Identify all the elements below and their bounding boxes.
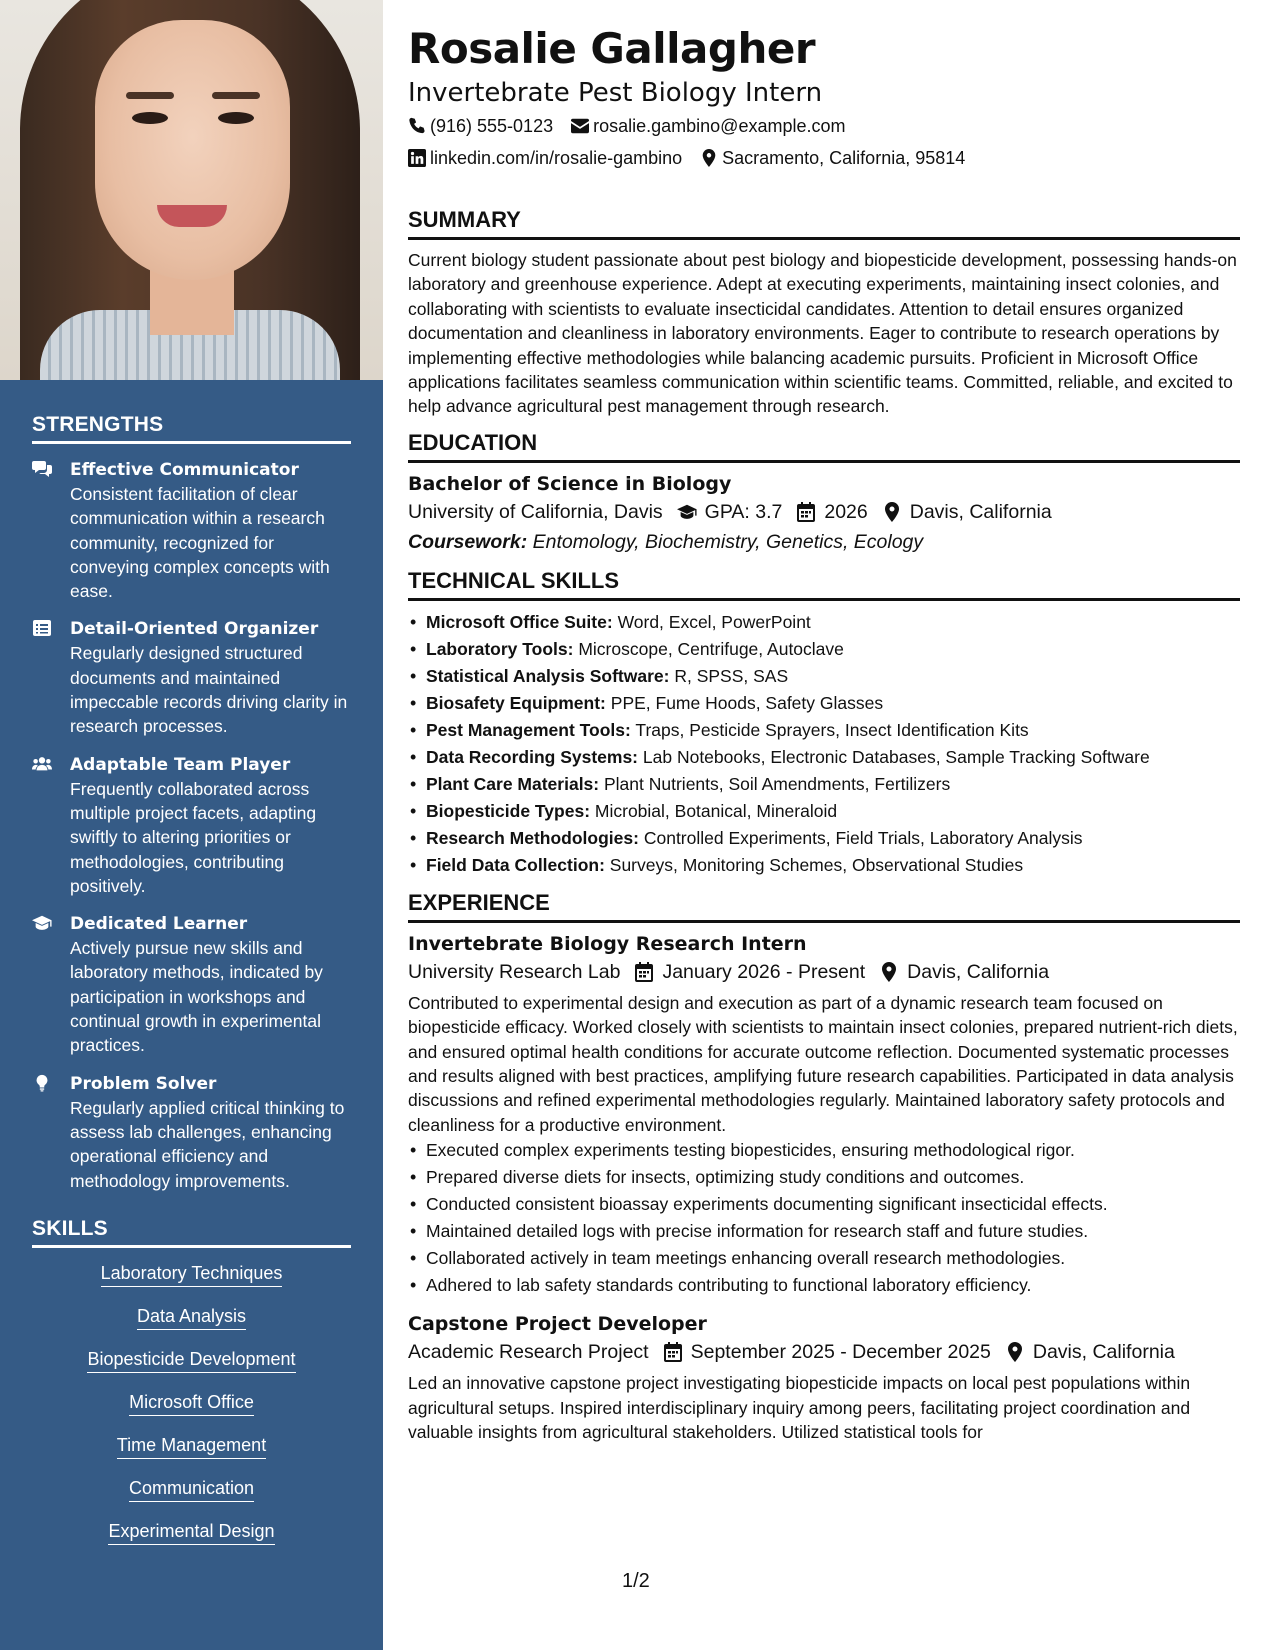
- technical-skill-item: • Field Data Collection: Surveys, Monitoring Schemes, Observational Studies: [408, 852, 1240, 879]
- calendar-icon: [634, 962, 654, 982]
- page-number: 1/2: [622, 1570, 650, 1592]
- strength-item: [32, 1072, 351, 1193]
- job-meta: [408, 957, 1240, 987]
- strength-title: Detail-Oriented Organizer: [70, 619, 319, 640]
- job-dates: January 2026 - Present: [662, 960, 866, 983]
- candidate-title: Invertebrate Pest Biology Intern: [408, 78, 823, 108]
- strength-description: Regularly designed structured documents and maintained impeccable records driving clarity in research processes.: [70, 643, 348, 737]
- strength-item: [32, 753, 351, 898]
- skill-item: Time Management: [32, 1434, 351, 1459]
- job-bullet: • Executed complex experiments testing biopesticides, ensuring methodological rigor.: [408, 1137, 1240, 1164]
- technical-skill-item: • Biosafety Equipment: PPE, Fume Hoods, Safety Glasses: [408, 690, 1240, 717]
- job-bullets: [408, 1137, 1240, 1299]
- map-marker-icon: [879, 962, 899, 982]
- strength-description: Regularly applied critical thinking to assess lab challenges, enhancing operational efficiency and methodology improvements.: [70, 1097, 345, 1191]
- strength-description: Actively pursue new skills and laboratory methods, indicated by participation in workshops and continual growth in experimental practices.: [70, 938, 323, 1056]
- job-title: Capstone Project Developer: [408, 1313, 707, 1336]
- phone-contact[interactable]: [408, 110, 553, 142]
- map-marker-icon: [700, 149, 718, 167]
- contact-row: [408, 110, 1240, 142]
- skill-item: Experimental Design: [32, 1520, 351, 1545]
- skill-list: [32, 1262, 351, 1545]
- strength-title: Problem Solver: [70, 1073, 217, 1094]
- strength-description: Frequently collaborated across multiple project facets, adapting swiftly to altering priorities or methodologies, contributing positively.: [70, 778, 317, 896]
- linkedin-icon: [408, 149, 426, 167]
- contact-row-2: [408, 142, 1240, 174]
- profile-photo: [0, 0, 383, 380]
- calendar-icon: [663, 1342, 683, 1362]
- strength-title: Effective Communicator: [70, 460, 299, 480]
- summary-text: Current biology student passionate about pest biology and biopesticide development, possessing hands-on laboratory and greenhouse experience. Adept at executing experiments, maintaining insect colonies, and collaborating with scientists to evaluate insecticidal candidates. Attention to detail ensures organized documentation and cleanliness in laboratory environments. Eager to contribute to research operations by implementing effective methodologies while balancing academic pursuits. Proficient in Microsoft Office applications facilitates seamless communication within scientific teams. Committed, reliable, and excited to help advance agricultural pest management through research.: [408, 250, 1237, 417]
- graduation-cap-icon: [677, 502, 697, 522]
- technical-skills-heading: TECHNICAL SKILLS: [408, 567, 1240, 601]
- list-icon: [32, 617, 70, 738]
- job-dates: September 2025 - December 2025: [690, 1341, 991, 1364]
- education-meta: [408, 497, 1240, 527]
- skill-item: Biopesticide Development: [32, 1348, 351, 1373]
- education-heading: EDUCATION: [408, 429, 1240, 463]
- experience-heading: EXPERIENCE: [408, 889, 1240, 923]
- skills-section: [0, 1217, 383, 1545]
- email-contact[interactable]: [571, 110, 845, 142]
- technical-skill-item: • Microsoft Office Suite: Word, Excel, PowerPoint: [408, 609, 1240, 636]
- coursework-label: Coursework:: [408, 530, 528, 553]
- technical-skill-item: • Research Methodologies: Controlled Experiments, Field Trials, Laboratory Analysis: [408, 825, 1240, 852]
- job-entry: [408, 1311, 1240, 1444]
- lightbulb-icon: [32, 1072, 70, 1193]
- users-icon: [32, 753, 70, 898]
- linkedin-contact[interactable]: [408, 142, 682, 174]
- technical-skills-list: [408, 609, 1240, 879]
- school-name: University of California, Davis: [408, 500, 663, 523]
- job-organization: University Research Lab: [408, 960, 621, 983]
- map-marker-icon: [1005, 1342, 1025, 1362]
- job-entry: [408, 931, 1240, 1299]
- graduation-year: 2026: [824, 500, 868, 523]
- job-description: Contributed to experimental design and execution as part of a dynamic research team focused on biopesticide efficacy. Worked closely with scientists to maintain insect colonies, prepared nutrient-rich diets, and ensured optimal health conditions for accurate outcome reflection. Documented systematic processes and results aligned with best practices, amplifying future research capabilities. Participated in data analysis discussions and refined experimental methodologies regularly. Maintained laboratory safety protocols and cleanliness for a productive environment.: [408, 992, 1238, 1135]
- comments-icon: [32, 458, 70, 603]
- graduation-cap-icon: [32, 912, 70, 1057]
- skill-item: Data Analysis: [32, 1305, 351, 1330]
- technical-skill-item: • Laboratory Tools: Microscope, Centrifuge, Autoclave: [408, 636, 1240, 663]
- main-content: [408, 0, 1240, 1445]
- experience-section: [408, 889, 1240, 1445]
- skill-item: Laboratory Techniques: [32, 1262, 351, 1287]
- phone-icon: [408, 117, 426, 135]
- technical-skill-item: • Data Recording Systems: Lab Notebooks, Electronic Databases, Sample Tracking Software: [408, 744, 1240, 771]
- technical-skill-item: • Statistical Analysis Software: R, SPSS, SAS: [408, 663, 1240, 690]
- job-bullet: • Conducted consistent bioassay experiments documenting significant insecticidal effects.: [408, 1191, 1240, 1218]
- degree-title: Bachelor of Science in Biology: [408, 472, 732, 495]
- summary-heading: SUMMARY: [408, 206, 1240, 240]
- job-description: Led an innovative capstone project investigating biopesticide impacts on local pest populations within agricultural setups. Inspired interdisciplinary inquiry among peers, facilitating project coordination and valuable insights from agricultural stakeholders. Utilized statistical tools for: [408, 1373, 1191, 1443]
- job-bullet: • Adhered to lab safety standards contributing to functional laboratory efficiency.: [408, 1272, 1240, 1299]
- education-location: Davis, California: [909, 500, 1052, 523]
- linkedin-text: linkedin.com/in/rosalie-gambino: [430, 148, 683, 168]
- map-marker-icon: [882, 502, 902, 522]
- location-contact: [700, 142, 965, 174]
- education-section: [408, 429, 1240, 557]
- technical-skill-item: • Plant Care Materials: Plant Nutrients, Soil Amendments, Fertilizers: [408, 771, 1240, 798]
- location-text: Sacramento, California, 95814: [722, 148, 966, 168]
- skill-item: Communication: [32, 1477, 351, 1502]
- strength-title: Adaptable Team Player: [70, 754, 291, 775]
- technical-skill-item: • Pest Management Tools: Traps, Pesticide Sprayers, Insect Identification Kits: [408, 717, 1240, 744]
- strength-item: [32, 617, 351, 738]
- strength-item: [32, 458, 351, 603]
- email-text: rosalie.gambino@example.com: [593, 116, 846, 136]
- strength-item: [32, 912, 351, 1057]
- envelope-icon: [571, 117, 589, 135]
- calendar-icon: [796, 502, 816, 522]
- sidebar: [0, 0, 383, 1650]
- coursework-list: Entomology, Biochemistry, Genetics, Ecology: [532, 530, 924, 553]
- skills-heading: SKILLS: [32, 1217, 351, 1248]
- job-meta: [408, 1337, 1240, 1367]
- job-organization: Academic Research Project: [408, 1341, 649, 1364]
- skill-item: Microsoft Office: [32, 1391, 351, 1416]
- job-bullet: • Prepared diverse diets for insects, optimizing study conditions and outcomes.: [408, 1164, 1240, 1191]
- summary-section: [408, 206, 1240, 419]
- job-bullet: • Maintained detailed logs with precise information for research staff and future studies.: [408, 1218, 1240, 1245]
- job-location: Davis, California: [907, 960, 1050, 983]
- technical-skill-item: • Biopesticide Types: Microbial, Botanical, Mineraloid: [408, 798, 1240, 825]
- candidate-name: Rosalie Gallagher: [408, 24, 816, 73]
- phone-text: (916) 555-0123: [430, 116, 554, 136]
- strengths-heading: STRENGTHS: [32, 413, 351, 444]
- job-bullet: • Collaborated actively in team meetings enhancing overall research methodologies.: [408, 1245, 1240, 1272]
- gpa-text: GPA: 3.7: [704, 500, 783, 523]
- coursework: [408, 527, 1240, 557]
- strength-title: Dedicated Learner: [70, 914, 248, 935]
- job-title: Invertebrate Biology Research Intern: [408, 932, 807, 955]
- technical-skills-section: [408, 567, 1240, 879]
- strengths-section: [0, 413, 383, 1193]
- strength-description: Consistent facilitation of clear communication within a research community, recognized for conveying complex concepts with ease.: [70, 484, 330, 602]
- job-location: Davis, California: [1032, 1341, 1175, 1364]
